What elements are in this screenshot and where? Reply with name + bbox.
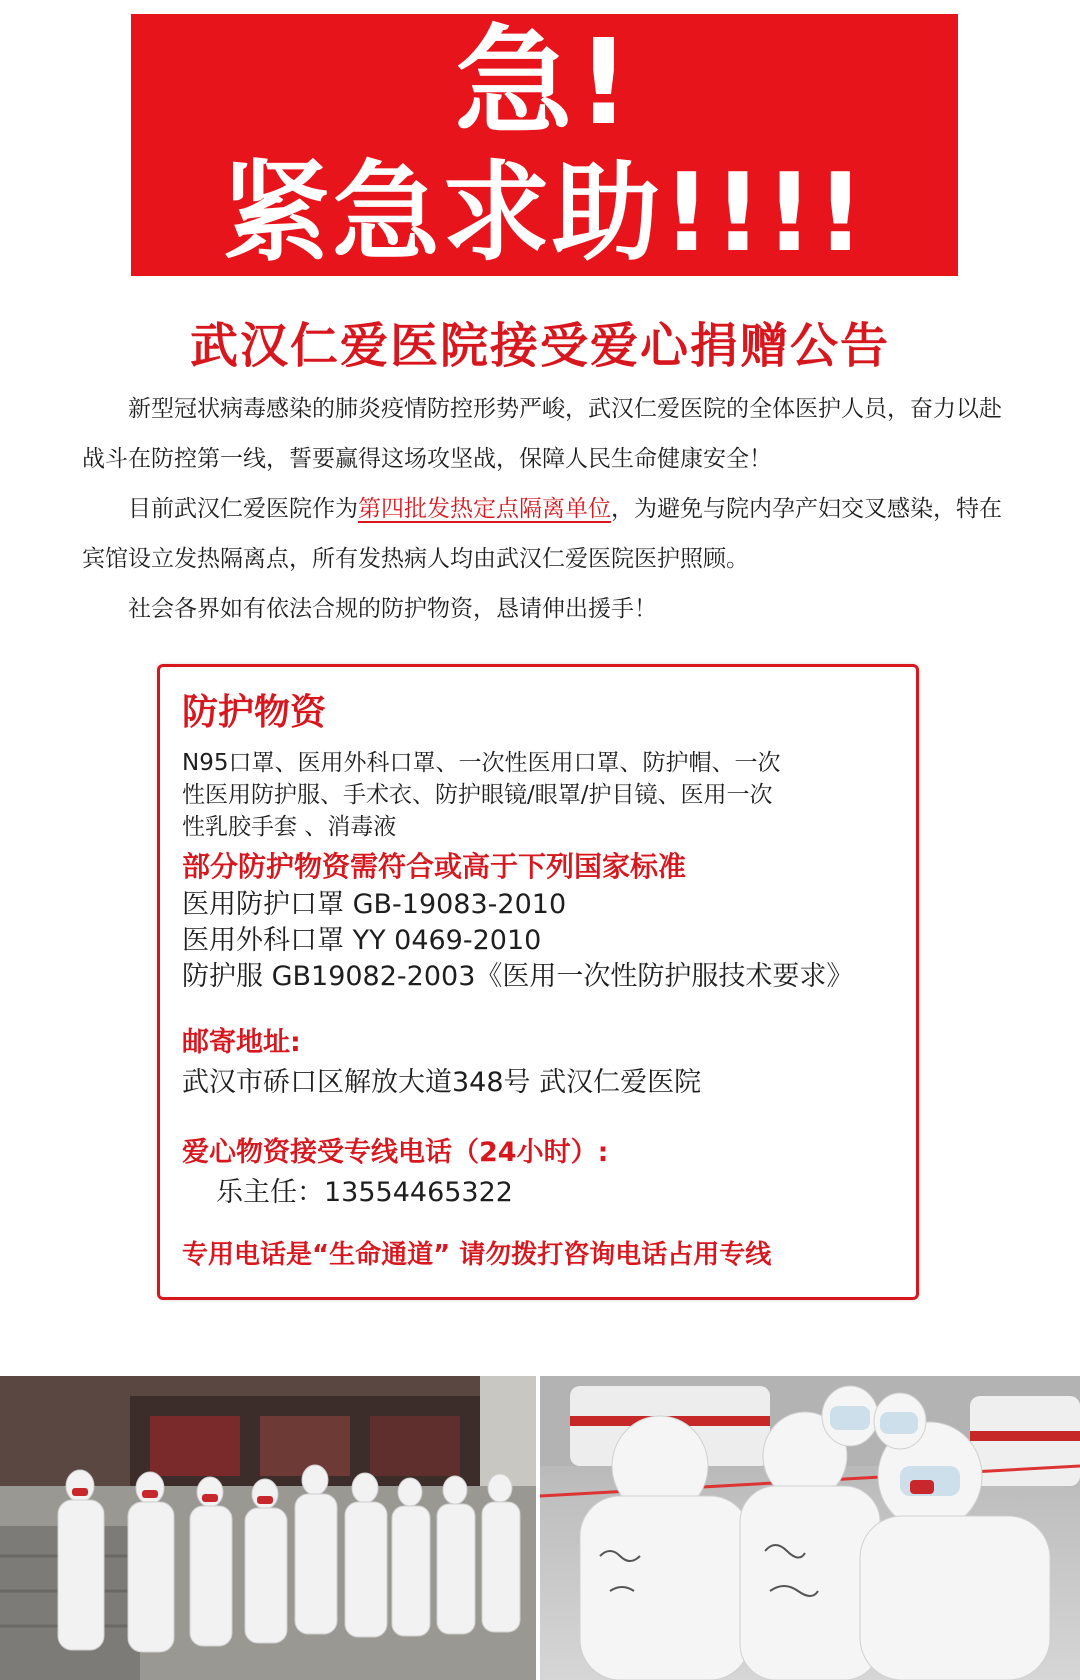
- standard-item: 医用防护口罩 GB-19083-2010: [182, 889, 567, 920]
- paragraph-isolation: [82, 484, 1002, 584]
- address-heading: 邮寄地址:: [182, 1027, 301, 1058]
- photo-medical-staff-huddle: [540, 1376, 1080, 1680]
- paragraph-isolation-rest: ，为避免与院内孕产妇交叉感染，特在宾馆设立发热隔离点，所有发热病人均由武汉仁爱医院医护照顾。: [82, 496, 1002, 572]
- banner-headline-urgent: 急!: [454, 14, 635, 151]
- paragraph-appeal: 社会各界如有依法合规的防护物资，恳请伸出援手！: [128, 596, 657, 622]
- standards-heading: 部分防护物资需符合或高于下列国家标准: [182, 850, 687, 883]
- supplies-list: N95口罩、医用外科口罩、一次性医用口罩、防护帽、一次性医用防护服、手术衣、防护眼镜/眼罩/护目镜、医用一次性乳胶手套 、消毒液: [182, 750, 781, 840]
- announcement-title: 武汉仁爱医院接受爱心捐赠公告: [189, 318, 890, 374]
- hotline-heading: 爱心物资接受专线电话（24小时）:: [182, 1137, 609, 1168]
- isolation-unit-highlight: 第四批发热定点隔离单位: [358, 496, 611, 522]
- urgent-banner: [131, 14, 958, 276]
- standard-item: 防护服 GB19082-2003《医用一次性防护服技术要求》: [182, 961, 854, 992]
- standard-item: 医用外科口罩 YY 0469-2010: [182, 925, 542, 956]
- standards-list: [182, 887, 898, 995]
- supplies-heading: 防护物资: [182, 692, 327, 733]
- photo-medical-team-oath: [0, 1376, 536, 1680]
- hotline-contact[interactable]: 乐主任：13554465322: [216, 1177, 513, 1208]
- announcement-body: [82, 384, 1002, 634]
- hotline-warning: 专用电话是“生命通道” 请勿拨打咨询电话占用专线: [182, 1240, 772, 1270]
- donation-info-box: [157, 664, 919, 1300]
- mailing-address: 武汉市硚口区解放大道348号 武汉仁爱医院: [182, 1067, 702, 1098]
- paragraph-isolation-lead: 目前武汉仁爱医院作为: [128, 496, 358, 522]
- paragraph-situation: 新型冠状病毒感染的肺炎疫情防控形势严峻，武汉仁爱医院的全体医护人员，奋力以赴战斗在防控第一线，誓要赢得这场攻坚战，保障人民生命健康安全！: [82, 396, 1002, 472]
- banner-headline-help: 紧急求助!!!!: [221, 151, 868, 276]
